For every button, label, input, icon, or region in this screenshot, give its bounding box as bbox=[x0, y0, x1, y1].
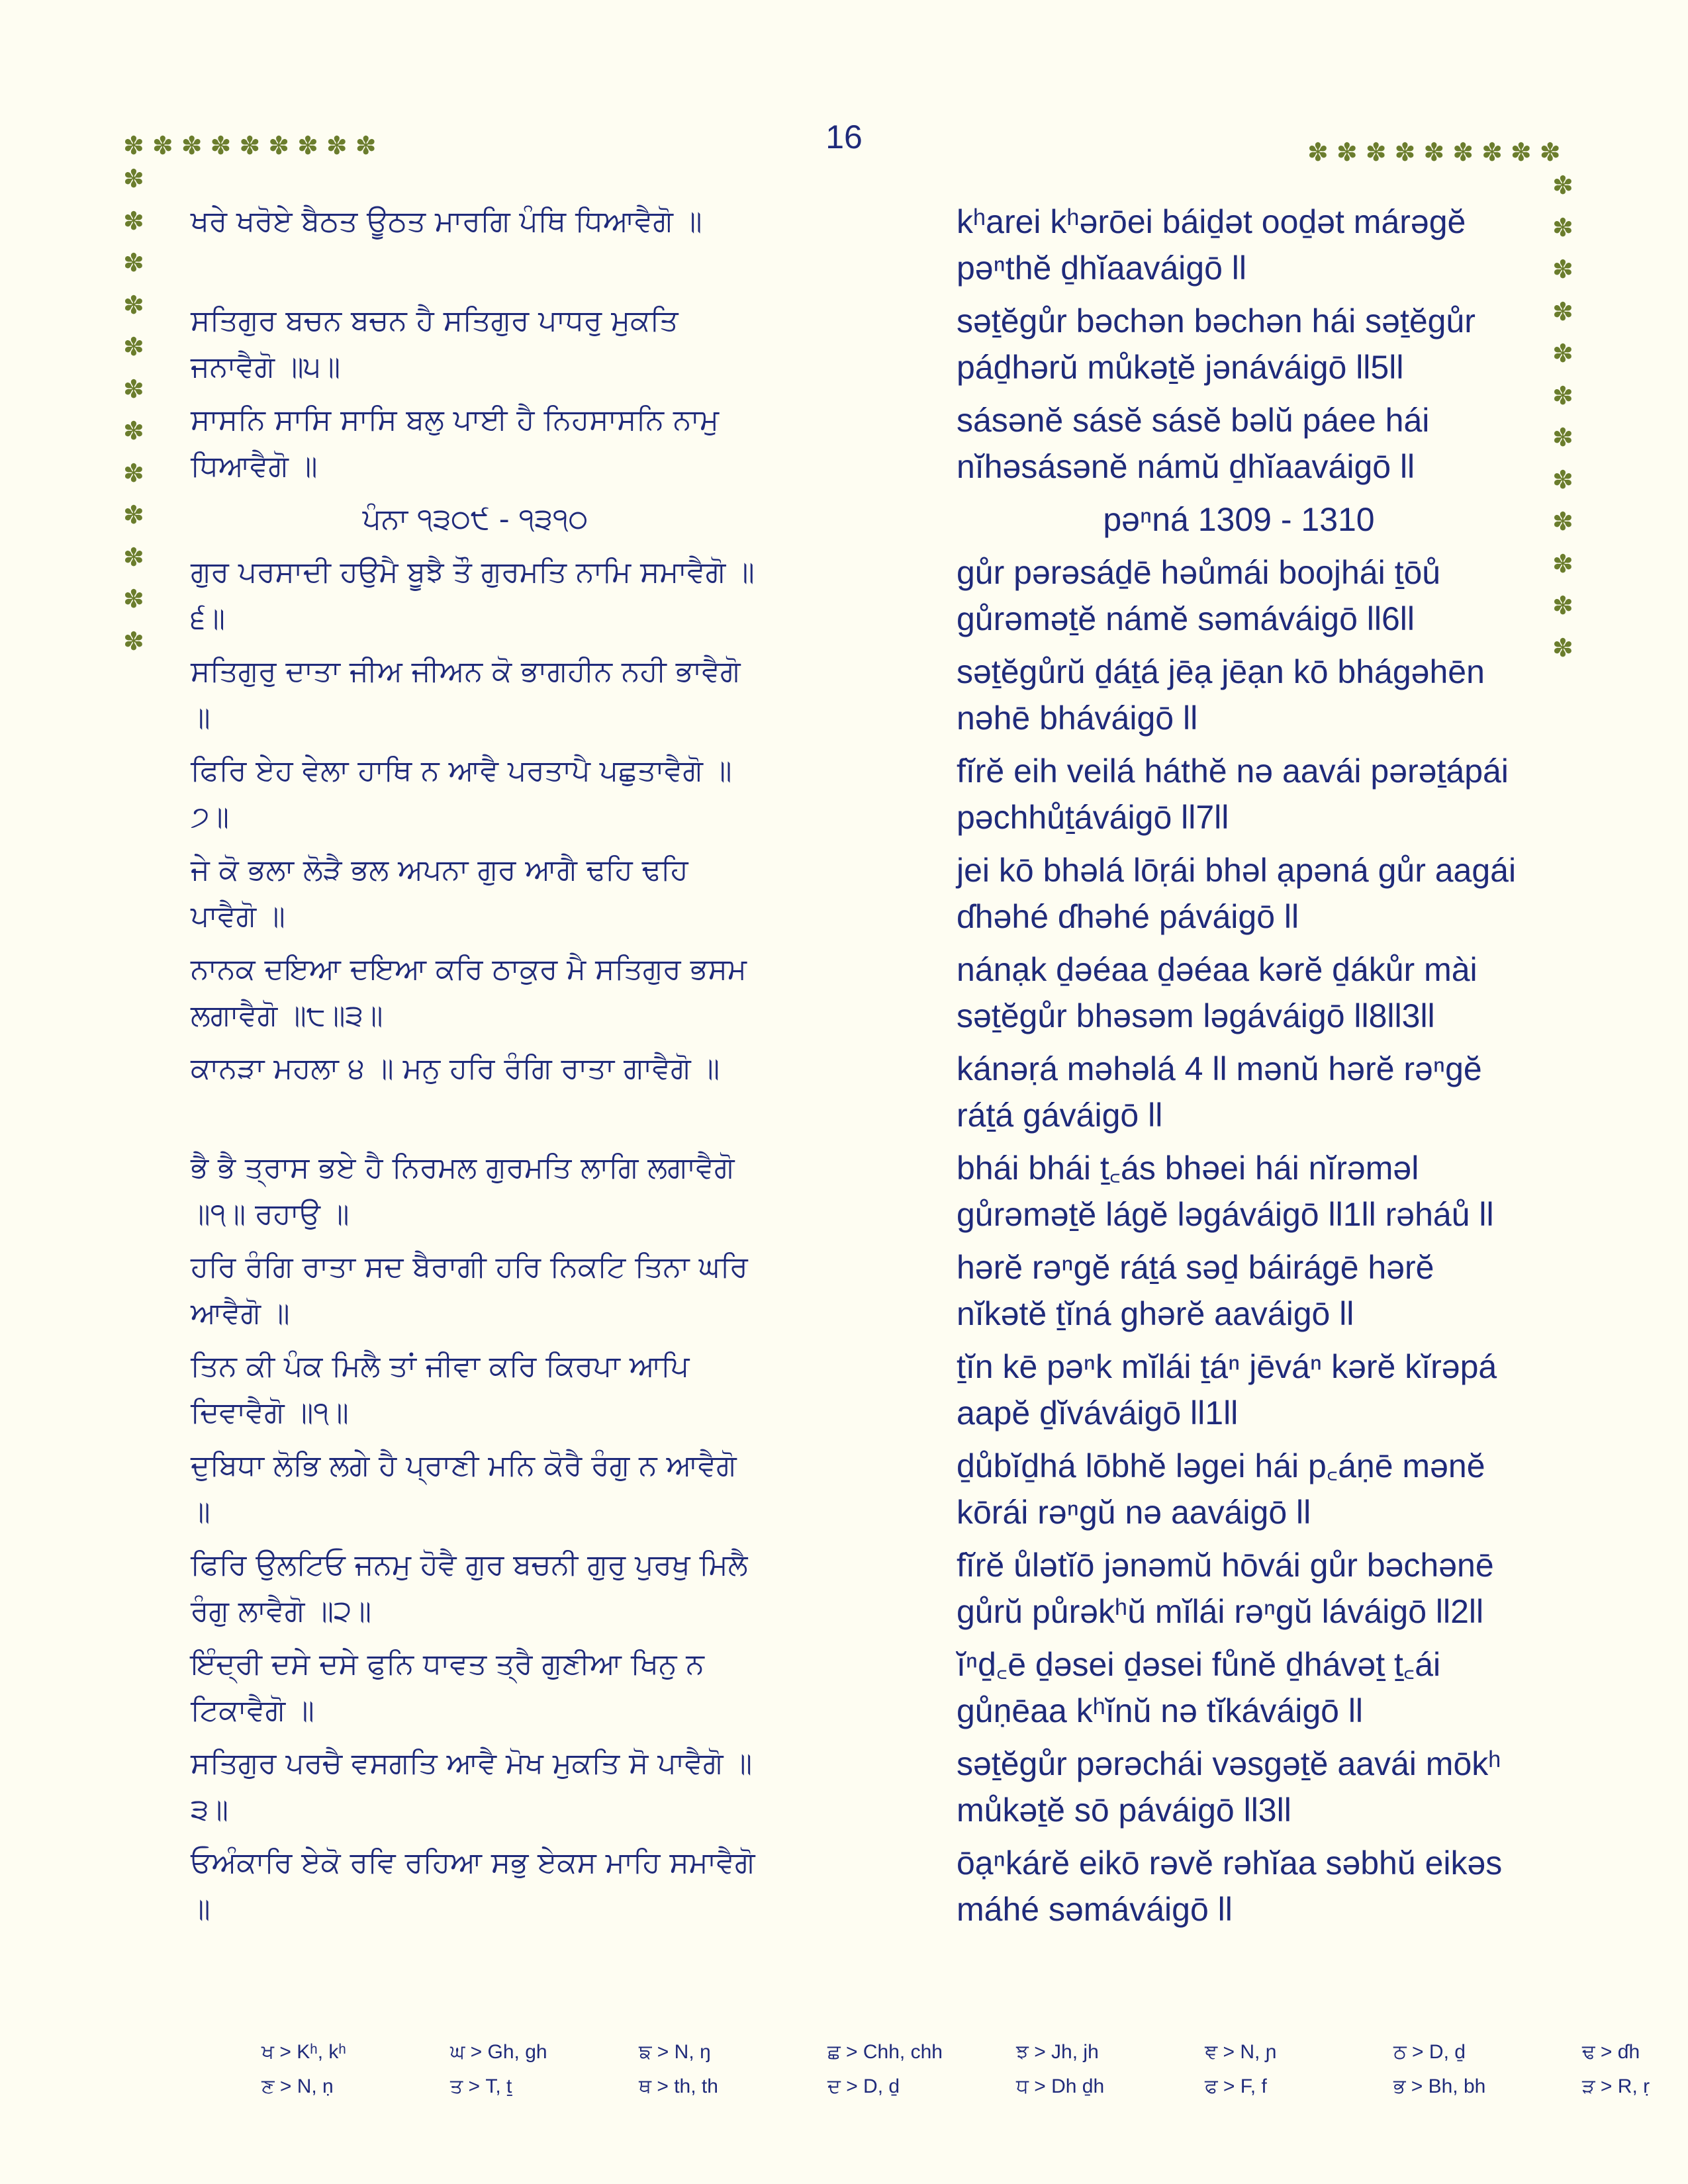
flower-ornament-icon: ✽ bbox=[1365, 139, 1387, 167]
flower-ornament-icon: ✽ bbox=[297, 132, 318, 160]
flower-ornament-icon: ✽ bbox=[123, 586, 144, 614]
flower-ornament-icon: ✽ bbox=[268, 132, 290, 160]
verse-row bbox=[191, 298, 1521, 390]
transliteration-text: gůr pərəsáḏē həůmái boojhái ṯōů gůrəməṯĕ námĕ səmáváigō ll6ll bbox=[957, 554, 1441, 637]
verse-row bbox=[191, 199, 1521, 291]
flower-ornament-icon: ✽ bbox=[1394, 139, 1416, 167]
gurmukhi-text: ਦੁਬਿਧਾ ਲੋਭਿ ਲਗੇ ਹੈ ਪ੍ਰਾਣੀ ਮਨਿ ਕੋਰੈ ਰੰਗੁ ਨ ਆਵੈਗੋ ॥ bbox=[191, 1449, 737, 1529]
legend-item: ਝ > Jh, jh bbox=[1016, 2041, 1099, 2063]
legend-item: ਦ > D, ḏ bbox=[827, 2075, 900, 2097]
legend-row bbox=[261, 2070, 1688, 2104]
flower-ornament-icon: ✽ bbox=[1552, 340, 1573, 368]
gurmukhi-text: ਸਤਿਗੁਰ ਪਰਚੈ ਵਸਗਤਿ ਆਵੈ ਮੋਖ ਮੁਕਤਿ ਸੋ ਪਾਵੈਗੋ ॥੩॥ bbox=[191, 1747, 753, 1827]
flower-ornament-icon: ✽ bbox=[123, 291, 144, 320]
flower-ornament-icon: ✽ bbox=[123, 207, 144, 236]
verse-row bbox=[191, 748, 1521, 841]
gurmukhi-text: ਹਰਿ ਰੰਗਿ ਰਾਤਾ ਸਦ ਬੈਰਾਗੀ ਹਰਿ ਨਿਕਟਿ ਤਿਨਾ ਘਰਿ ਆਵੈਗੋ ॥ bbox=[191, 1250, 748, 1330]
verse-row bbox=[191, 1542, 1521, 1635]
verse-row bbox=[191, 1343, 1521, 1436]
transliteration-text: səṯĕgůr bəchən bəchən hái səṯĕgůr páḏhərŭ můkəṯĕ jənáváigō ll5ll bbox=[957, 302, 1476, 386]
flower-ornament-icon: ✽ bbox=[1452, 139, 1474, 167]
transliteration-text: kʰarei kʰərōei báiḏət ooḏət márəgĕ pəⁿthĕ ḏhĭaaváigō ll bbox=[957, 203, 1466, 287]
verse-row bbox=[191, 397, 1521, 490]
gurmukhi-text: ਇੰਦ੍ਰੀ ਦਸੇ ਦਸੇ ਫੁਨਿ ਧਾਵਤ ਤ੍ਰੈ ਗੁਣੀਆ ਖਿਨੁ ਨ ਟਿਕਾਵੈਗੋ ॥ bbox=[191, 1647, 704, 1727]
flower-ornament-icon: ✽ bbox=[1552, 508, 1573, 536]
verse-row bbox=[191, 847, 1521, 940]
transliteration-text: fĭrĕ ůlətĭō jənəmŭ hōvái gůr bəchənē gůrŭ půrəkʰŭ mĭlái rəⁿgŭ láváigō ll2ll bbox=[957, 1547, 1494, 1630]
gurmukhi-text: ਸਤਿਗੁਰੁ ਦਾਤਾ ਜੀਅ ਜੀਅਨ ਕੋ ਭਾਗਹੀਨ ਨਹੀ ਭਾਵੈਗੋ ॥ bbox=[191, 655, 741, 735]
flower-ornament-icon: ✽ bbox=[326, 132, 348, 160]
page-reference-row bbox=[191, 496, 1521, 543]
flower-ornament-icon: ✽ bbox=[181, 132, 203, 160]
transliteration-text: sásənĕ sásĕ sásĕ bəlŭ páee hái nĭhəsásənĕ námŭ ḏhĭaaváigō ll bbox=[957, 402, 1430, 485]
legend-row bbox=[261, 2035, 1688, 2070]
flower-ornament-icon: ✽ bbox=[123, 543, 144, 572]
flower-ornament-icon: ✽ bbox=[123, 418, 144, 445]
verse-row bbox=[191, 1840, 1521, 1933]
verse-row bbox=[191, 1443, 1521, 1535]
verse-row bbox=[191, 1641, 1521, 1734]
flower-ornament-icon: ✽ bbox=[123, 250, 144, 277]
flower-ornament-icon: ✽ bbox=[123, 132, 144, 160]
legend-item: ਥ > th, th bbox=[639, 2075, 718, 2097]
gurmukhi-text: ਤਿਨ ਕੀ ਪੰਕ ਮਿਲੈ ਤਾਂ ਜੀਵਾ ਕਰਿ ਕਿਰਪਾ ਆਪਿ ਦਿਵਾਵੈਗੋ ॥੧॥ bbox=[191, 1349, 690, 1430]
gurmukhi-text: ਗੁਰ ਪਰਸਾਦੀ ਹਉਮੈ ਬੂਝੈ ਤੌ ਗੁਰਮਤਿ ਨਾਮਿ ਸਮਾਵੈਗੋ ॥੬॥ bbox=[191, 555, 755, 635]
gurmukhi-text: ਜੇ ਕੋ ਭਲਾ ਲੋੜੈ ਭਲ ਅਪਨਾ ਗੁਰ ਆਗੈ ਢਹਿ ਢਹਿ ਪਾਵੈਗੋ ॥ bbox=[191, 853, 688, 933]
verse-row bbox=[191, 1244, 1521, 1337]
legend-item: ੜ > R, ṛ bbox=[1582, 2075, 1650, 2097]
verse-table bbox=[191, 199, 1521, 1939]
ornament-right-column bbox=[1552, 173, 1573, 678]
legend-item: ਤ > T, ṯ bbox=[450, 2075, 512, 2097]
transliteration-text: səṯĕgůr pərəchái vəsgəṯĕ aavái mōkʰ můkəṯĕ sō páváigō ll3ll bbox=[957, 1745, 1501, 1829]
flower-ornament-icon: ✽ bbox=[1539, 139, 1561, 167]
flower-ornament-icon: ✽ bbox=[123, 165, 144, 193]
flower-ornament-icon: ✽ bbox=[1552, 550, 1573, 578]
page-number: 16 bbox=[825, 118, 863, 156]
legend-item: ਙ > N, ŋ bbox=[639, 2041, 711, 2063]
flower-ornament-icon: ✽ bbox=[123, 334, 144, 361]
flower-ornament-icon: ✽ bbox=[210, 132, 232, 160]
flower-ornament-icon: ✽ bbox=[1552, 382, 1573, 410]
legend-item: ਘ > Gh, gh bbox=[450, 2041, 547, 2063]
flower-ornament-icon: ✽ bbox=[123, 502, 144, 529]
gurmukhi-text: ਫਿਰਿ ਏਹ ਵੇਲਾ ਹਾਥਿ ਨ ਆਵੈ ਪਰਤਾਪੈ ਪਛੁਤਾਵੈਗੋ ॥੭॥ bbox=[191, 754, 732, 834]
flower-ornament-icon: ✽ bbox=[1552, 424, 1573, 452]
gurmukhi-text: ਸਤਿਗੁਰ ਬਚਨ ਬਚਨ ਹੈ ਸਤਿਗੁਰ ਪਾਧਰੁ ਮੁਕਤਿ ਜਨਾਵੈਗੋ ॥੫॥ bbox=[191, 304, 679, 384]
flower-ornament-icon: ✽ bbox=[1552, 592, 1573, 620]
transliteration-text: ṯĭn kē pəⁿk mĭlái ṯáⁿ jēváⁿ kərĕ kĭrəpá aapĕ ḏĭváváigō ll1ll bbox=[957, 1348, 1497, 1432]
gurmukhi-text: ਸਾਸਨਿ ਸਾਸਿ ਸਾਸਿ ਬਲੁ ਪਾਈ ਹੈ ਨਿਹਸਾਸਨਿ ਨਾਮੁ ਧਿਆਵੈਗੋ ॥ bbox=[191, 403, 720, 483]
transliteration-text: ĭⁿḏ꜀ē ḏəsei ḏəsei fůnĕ ḏhávəṯ ṯ꜀ái gůṇēaa kʰĭnŭ nə tĭkáváigō ll bbox=[957, 1646, 1441, 1729]
flower-ornament-icon: ✽ bbox=[1423, 139, 1445, 167]
flower-ornament-icon: ✽ bbox=[123, 375, 144, 404]
transliteration-legend bbox=[261, 2035, 1688, 2104]
flower-ornament-icon: ✽ bbox=[239, 132, 261, 160]
transliteration-text: fĭrĕ eih veilá háthĕ nə aavái pərəṯápái pəchhůṯáváigō ll7ll bbox=[957, 752, 1509, 836]
flower-ornament-icon: ✽ bbox=[152, 132, 173, 160]
flower-ornament-icon: ✽ bbox=[1552, 634, 1573, 662]
gurmukhi-text: ਖਰੇ ਖਰੋਏ ਬੈਠਤ ਊਠਤ ਮਾਰਗਿ ਪੰਥਿ ਧਿਆਵੈਗੋ ॥ bbox=[191, 205, 702, 238]
flower-ornament-icon: ✽ bbox=[1336, 139, 1358, 167]
legend-item: ਖ > Kʰ, kʰ bbox=[261, 2041, 346, 2063]
transliteration-text: kánəṛá məhəlá 4 ll mənŭ hərĕ rəⁿgĕ ráṯá gáváigō ll bbox=[957, 1050, 1482, 1134]
transliteration-text: səṯĕgůrŭ ḏáṯá jēạ jēạn kō bhágəhēn nəhē bháváigō ll bbox=[957, 653, 1485, 737]
legend-item: ਛ > Chh, chh bbox=[827, 2041, 943, 2063]
transliteration-text: jei kō bhəlá lōṛái bhəl ạpəná gůr aagái ɗhəhé ɗhəhé páváigō ll bbox=[957, 852, 1517, 935]
transliteration-text: ōạⁿkárĕ eikō rəvĕ rəhĭaa səbhŭ eikəs máhé səmáváigō ll bbox=[957, 1844, 1503, 1928]
gurmukhi-text: ਭੈ ਭੈ ਤ੍ਰਾਸ ਭਏ ਹੈ ਨਿਰਮਲ ਗੁਰਮਤਿ ਲਾਗਿ ਲਗਾਵੈਗੋ ॥੧॥ ਰਹਾਉ ॥ bbox=[191, 1151, 735, 1231]
transliteration-text: hərĕ rəⁿgĕ ráṯá səḏ báirágē hərĕ nĭkətĕ ṯĭná ghərĕ aaváigō ll bbox=[957, 1249, 1434, 1332]
transliteration-text: nánạk ḏəéaa ḏəéaa kərĕ ḏákůr mài səṯĕgůr bhəsəm ləgáváigō ll8ll3ll bbox=[957, 951, 1477, 1034]
verse-row bbox=[191, 946, 1521, 1039]
ornament-top-right bbox=[1307, 140, 1561, 165]
verse-row bbox=[191, 649, 1521, 741]
verse-row bbox=[191, 1145, 1521, 1238]
legend-item: ਠ > D, ḏ bbox=[1393, 2041, 1466, 2063]
flower-ornament-icon: ✽ bbox=[1552, 256, 1573, 284]
legend-item: ਭ > Bh, bh bbox=[1393, 2075, 1486, 2097]
gurmukhi-text: ਓਅੰਕਾਰਿ ਏਕੋ ਰਵਿ ਰਹਿਆ ਸਭੁ ਏਕਸ ਮਾਹਿ ਸਮਾਵੈਗੋ ॥ bbox=[191, 1846, 755, 1926]
flower-ornament-icon: ✽ bbox=[1552, 466, 1573, 494]
flower-ornament-icon: ✽ bbox=[1481, 139, 1503, 167]
gurmukhi-page-reference: ਪੰਨਾ ੧੩੦੯ - ੧੩੧੦ bbox=[362, 502, 588, 536]
gurmukhi-text: ਫਿਰਿ ਉਲਟਿਓ ਜਨਮੁ ਹੋਵੈ ਗੁਰ ਬਚਨੀ ਗੁਰੁ ਪੁਰਖੁ ਮਿਲੈ ਰੰਗੁ ਲਾਵੈਗੋ ॥੨॥ bbox=[191, 1548, 748, 1628]
transliteration-text: ḏůbĭḏhá lōbhĕ ləgei hái p꜀áṇē mənĕ kōrái rəⁿgŭ nə aaváigō ll bbox=[957, 1447, 1485, 1531]
flower-ornament-icon: ✽ bbox=[1307, 139, 1329, 167]
legend-item: ਢ > ɗh bbox=[1582, 2041, 1640, 2063]
flower-ornament-icon: ✽ bbox=[1552, 214, 1573, 242]
legend-item: ਫ > F, f bbox=[1205, 2075, 1267, 2097]
flower-ornament-icon: ✽ bbox=[355, 132, 377, 160]
flower-ornament-icon: ✽ bbox=[123, 627, 144, 656]
legend-item: ਞ > N, ɲ bbox=[1205, 2041, 1277, 2063]
legend-item: ਧ > Dh ḏh bbox=[1016, 2075, 1105, 2097]
flower-ornament-icon: ✽ bbox=[1552, 298, 1573, 326]
verse-row bbox=[191, 1046, 1521, 1138]
transliteration-text: bhái bhái ṯ꜀ás bhəei hái nĭrəməl gůrəməṯĕ lágĕ ləgáváigō ll1ll rəháů ll bbox=[957, 1150, 1494, 1233]
gurmukhi-text: ਕਾਨੜਾ ਮਹਲਾ ੪ ॥ ਮਨੁ ਹਰਿ ਰੰਗਿ ਰਾਤਾ ਗਾਵੈਗੋ ॥ bbox=[191, 1052, 720, 1085]
gurmukhi-text: ਨਾਨਕ ਦਇਆ ਦਇਆ ਕਰਿ ਠਾਕੁਰ ਮੈ ਸਤਿਗੁਰ ਭਸਮ ਲਗਾਵੈਗੋ ॥੮॥੩॥ bbox=[191, 952, 747, 1032]
ornament-top-left bbox=[123, 134, 377, 159]
flower-ornament-icon: ✽ bbox=[1510, 139, 1532, 167]
flower-ornament-icon: ✽ bbox=[123, 459, 144, 488]
verse-row bbox=[191, 1741, 1521, 1833]
verse-row bbox=[191, 549, 1521, 642]
ornament-left-column bbox=[123, 167, 144, 671]
legend-item: ਣ > N, ṇ bbox=[261, 2075, 334, 2097]
flower-ornament-icon: ✽ bbox=[1552, 172, 1573, 200]
translit-page-reference: pəⁿná 1309 - 1310 bbox=[1103, 501, 1375, 538]
